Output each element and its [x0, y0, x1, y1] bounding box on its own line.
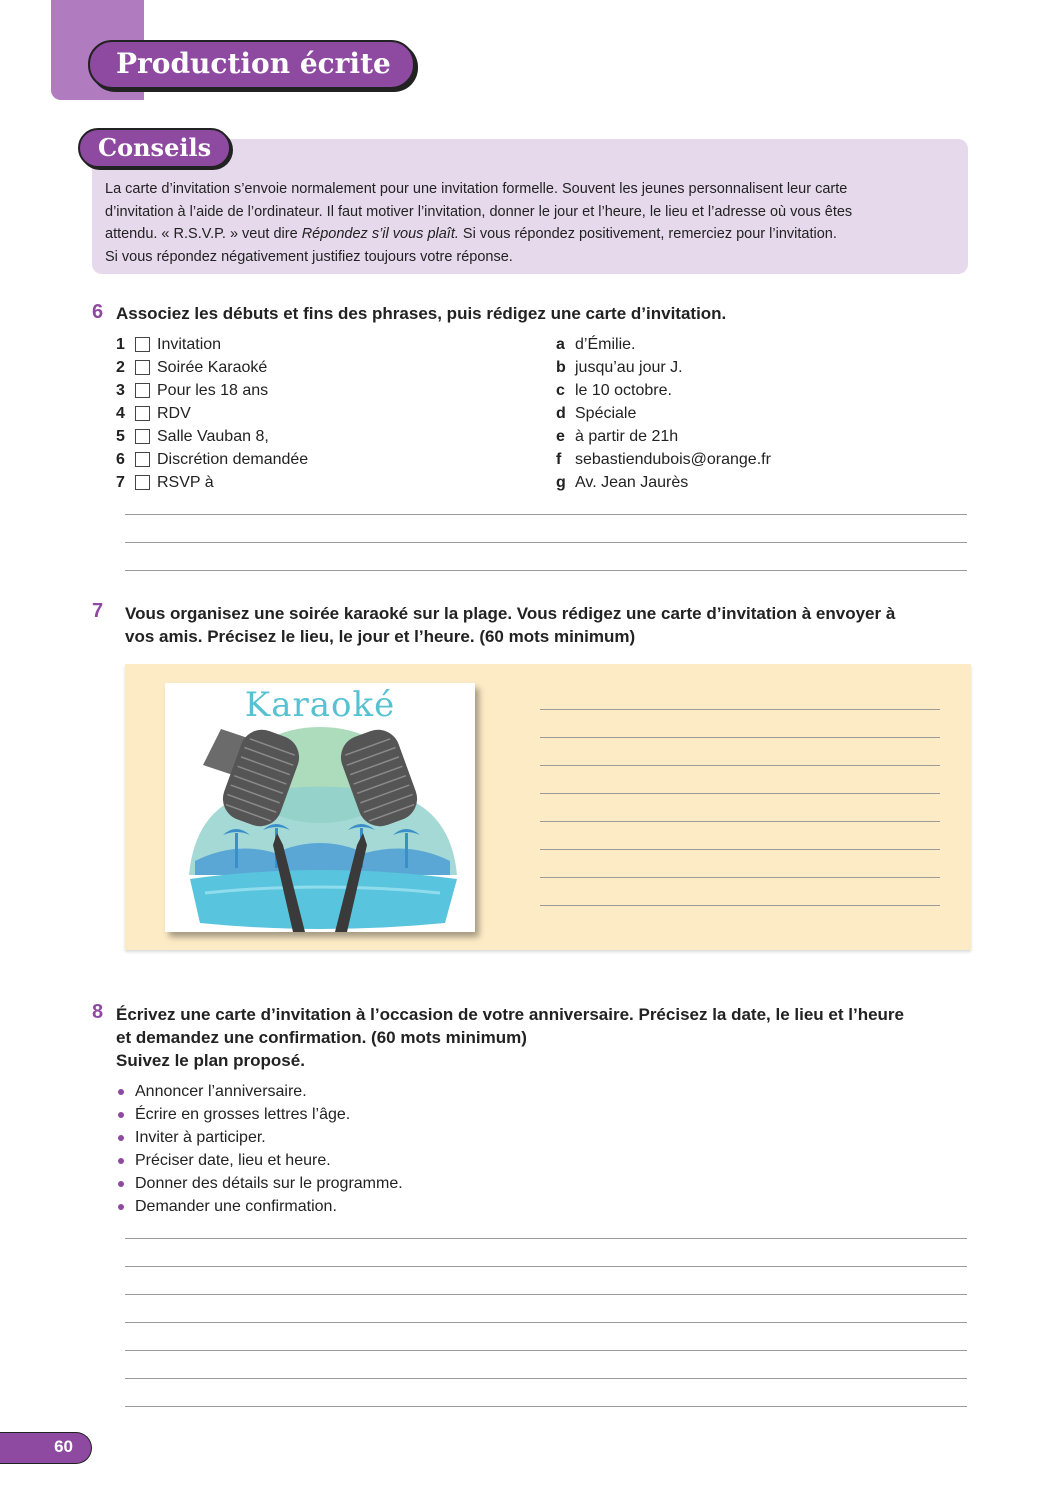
bullet-dot-icon	[118, 1181, 124, 1187]
bullet-dot-icon	[118, 1112, 124, 1118]
karaoke-title: Karaoké	[244, 685, 396, 725]
exercise-instruction: Associez les débuts et fins des phrases, puis rédigez une carte d’invitation.	[116, 304, 727, 323]
match-left-column	[116, 333, 308, 494]
writing-line[interactable]	[125, 1350, 967, 1351]
match-item	[116, 379, 308, 402]
instruction-line: et demandez une confirmation. (60 mots minimum)	[116, 1028, 527, 1047]
match-ending	[556, 448, 771, 471]
plan-item-text: Annoncer l’anniversaire.	[135, 1083, 307, 1100]
match-number: 6	[116, 451, 125, 468]
match-item	[116, 448, 308, 471]
bullet-dot-icon	[118, 1204, 124, 1210]
match-number: 3	[116, 382, 125, 399]
match-ending	[556, 402, 771, 425]
plan-item-text: Préciser date, lieu et heure.	[135, 1152, 331, 1169]
instruction-line: Écrivez une carte d’invitation à l’occasion de votre anniversaire. Précisez la date, le lieu et l’heure	[116, 1005, 904, 1024]
plan-item	[118, 1080, 403, 1103]
match-letter: d	[556, 405, 566, 422]
tips-italic: Répondez s’il vous plaît.	[301, 226, 459, 242]
answer-checkbox[interactable]	[135, 337, 150, 352]
match-item	[116, 356, 308, 379]
card-writing-line[interactable]	[540, 737, 940, 738]
match-ending	[556, 379, 771, 402]
card-writing-line[interactable]	[540, 877, 940, 878]
plan-item	[118, 1172, 403, 1195]
writing-line[interactable]	[125, 1406, 967, 1407]
card-writing-line[interactable]	[540, 765, 940, 766]
answer-checkbox[interactable]	[135, 360, 150, 375]
match-ending	[556, 356, 771, 379]
match-letter: e	[556, 428, 565, 445]
plan-item	[118, 1126, 403, 1149]
match-ending	[556, 333, 771, 356]
card-writing-line[interactable]	[540, 821, 940, 822]
match-text: Salle Vauban 8,	[157, 428, 269, 445]
exercise-number: 8	[92, 1001, 104, 1023]
answer-checkbox[interactable]	[135, 475, 150, 490]
writing-line[interactable]	[125, 570, 967, 571]
tips-line-part: attendu. « R.S.V.P. » veut dire	[105, 226, 298, 242]
match-text: Discrétion demandée	[157, 451, 309, 468]
match-letter: g	[556, 474, 566, 491]
writing-line[interactable]	[125, 1238, 967, 1239]
writing-line[interactable]	[125, 542, 967, 543]
match-ending-text: Spéciale	[575, 405, 637, 422]
writing-line[interactable]	[125, 1322, 967, 1323]
karaoke-illustration	[165, 683, 475, 932]
match-text: Soirée Karaoké	[157, 359, 268, 376]
match-ending-text: sebastiendubois@orange.fr	[575, 451, 771, 468]
plan-item	[118, 1103, 403, 1126]
writing-line[interactable]	[125, 1266, 967, 1267]
exercise-number: 6	[92, 301, 104, 323]
match-letter: a	[556, 336, 565, 353]
card-writing-line[interactable]	[540, 905, 940, 906]
plan-item	[118, 1149, 403, 1172]
match-number: 4	[116, 405, 125, 422]
exercise-instruction	[116, 1003, 904, 1072]
plan-item	[118, 1195, 403, 1218]
match-item	[116, 471, 308, 494]
card-writing-line[interactable]	[540, 709, 940, 710]
answer-checkbox[interactable]	[135, 383, 150, 398]
writing-line[interactable]	[125, 1294, 967, 1295]
exercise-instruction	[125, 602, 895, 648]
match-text: Invitation	[157, 336, 222, 353]
match-number: 5	[116, 428, 125, 445]
plan-item-text: Écrire en grosses lettres l’âge.	[135, 1106, 351, 1123]
tips-line-part: Si vous répondez positivement, remerciez pour l’invitation.	[462, 226, 837, 242]
tips-line: d’invitation à l’aide de l’ordinateur. Il faut motiver l’invitation, donner le jour et l’heure, le lieu et l’adresse où vous êtes	[105, 203, 853, 220]
match-text: RDV	[157, 405, 191, 422]
page-number: 60	[54, 1437, 73, 1456]
match-number: 7	[116, 474, 125, 491]
page-title: Production écrite	[116, 47, 391, 80]
match-item	[116, 333, 308, 356]
match-ending	[556, 471, 771, 494]
match-text: RSVP à	[157, 474, 214, 491]
page-number-tab	[0, 1432, 92, 1464]
match-right-column	[556, 333, 771, 494]
tips-line	[105, 223, 945, 246]
page-title-pill	[88, 40, 415, 89]
tips-text	[105, 178, 945, 268]
writing-line[interactable]	[125, 1378, 967, 1379]
tips-label-pill	[78, 128, 231, 168]
match-ending-text: Av. Jean Jaurès	[575, 474, 689, 491]
match-item	[116, 425, 308, 448]
exercise-number: 7	[92, 600, 104, 622]
card-writing-line[interactable]	[540, 793, 940, 794]
plan-item-text: Demander une confirmation.	[135, 1198, 337, 1215]
match-letter: b	[556, 359, 566, 376]
match-letter: f	[556, 451, 562, 468]
answer-checkbox[interactable]	[135, 406, 150, 421]
tips-line: Si vous répondez négativement justifiez toujours votre réponse.	[105, 248, 513, 265]
match-text: Pour les 18 ans	[157, 382, 269, 399]
match-number: 2	[116, 359, 125, 376]
bullet-dot-icon	[118, 1089, 124, 1095]
match-item	[116, 402, 308, 425]
plan-item-text: Inviter à participer.	[135, 1129, 266, 1146]
match-ending-text: jusqu’au jour J.	[575, 359, 683, 376]
tips-label: Conseils	[98, 133, 212, 162]
match-ending-text: le 10 octobre.	[575, 382, 672, 399]
plan-list	[118, 1080, 403, 1218]
instruction-line: Suivez le plan proposé.	[116, 1051, 305, 1070]
match-number: 1	[116, 336, 125, 353]
answer-checkbox[interactable]	[135, 452, 150, 467]
answer-checkbox[interactable]	[135, 429, 150, 444]
writing-line[interactable]	[125, 514, 967, 515]
bullet-dot-icon	[118, 1158, 124, 1164]
tips-line: La carte d’invitation s’envoie normalement pour une invitation formelle. Souvent les jeunes personnalisent leur carte	[105, 181, 848, 197]
match-ending-text: à partir de 21h	[575, 428, 679, 445]
plan-item-text: Donner des détails sur le programme.	[135, 1175, 403, 1192]
instruction-line: Vous organisez une soirée karaoké sur la plage. Vous rédigez une carte d’invitation à envoyer à	[125, 604, 896, 623]
match-letter: c	[556, 382, 565, 399]
match-ending-text: d’Émilie.	[575, 336, 636, 353]
card-writing-line[interactable]	[540, 849, 940, 850]
match-ending	[556, 425, 771, 448]
instruction-line: vos amis. Précisez le lieu, le jour et l’heure. (60 mots minimum)	[125, 627, 636, 646]
bullet-dot-icon	[118, 1135, 124, 1141]
